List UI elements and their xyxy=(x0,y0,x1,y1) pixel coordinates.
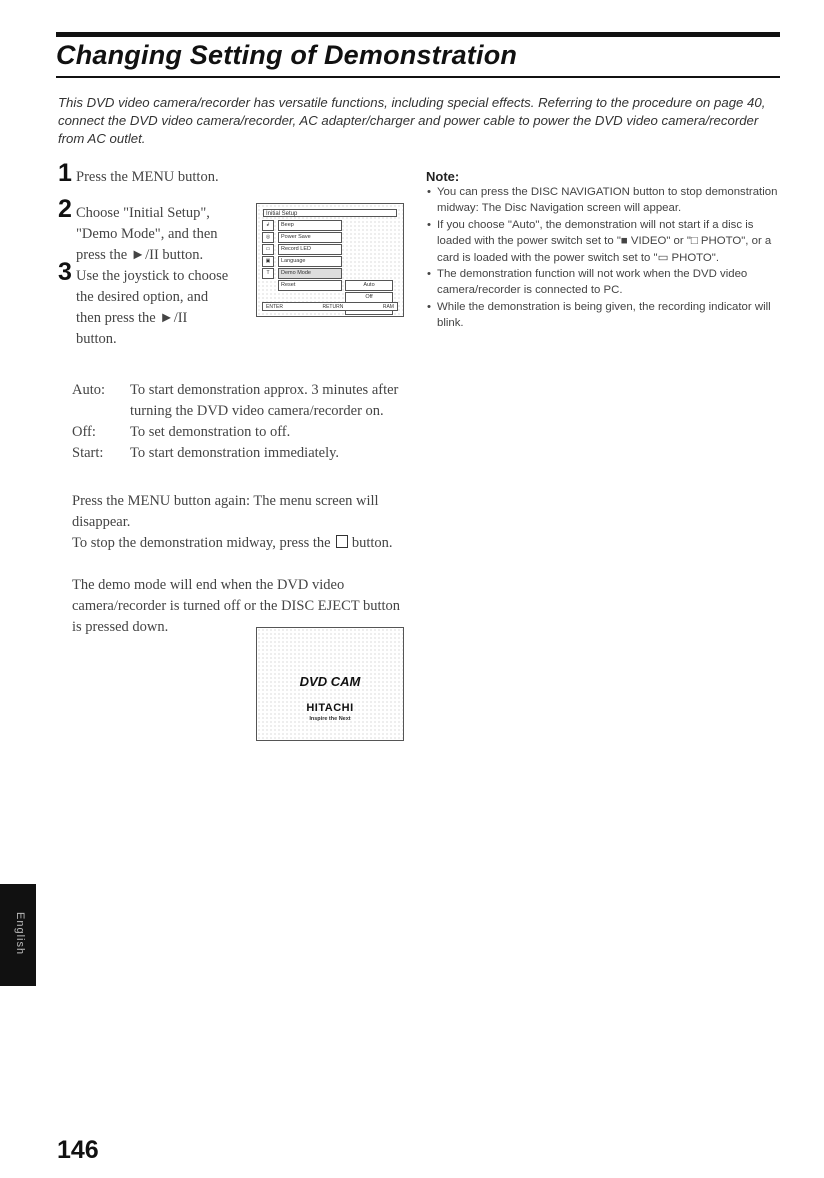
menu-again-text: Press the MENU button again: The menu screen will disappear. xyxy=(72,493,379,530)
menu-item: Power Save xyxy=(278,232,342,243)
option-value: To start demonstration immediately. xyxy=(130,445,340,461)
demo-screen-figure xyxy=(256,627,404,741)
step-line: the desired option, and xyxy=(76,289,209,305)
stop-text-before: To stop the demonstration midway, press the xyxy=(72,535,331,551)
menu-item: Reset xyxy=(278,280,342,291)
stop-text xyxy=(72,533,412,554)
menu-tab-icon: T xyxy=(262,268,274,279)
note-heading: Note: xyxy=(426,169,460,184)
menu-title: Initial Setup xyxy=(263,209,397,217)
option-value: To set demonstration to off. xyxy=(130,424,291,440)
step-line: "Demo Mode", and then xyxy=(76,226,218,242)
hitachi-logo: HITACHI xyxy=(306,702,354,714)
option-key: Auto: xyxy=(72,382,106,398)
option-row xyxy=(72,380,400,422)
intro-text: This DVD video camera/recorder has versatile functions, including special effects. Referring to the procedure on page 40, connect the DVD video camera/recorder, AC adapter/charger and power cable to power the DVD video camera/recorder from AC outlet. xyxy=(58,95,766,146)
option-value: To start demonstration approx. 3 minutes after turning the DVD video camera/recorder on. xyxy=(130,382,399,419)
submenu-item: Auto xyxy=(345,280,393,291)
menu-item-selected: Demo Mode xyxy=(278,268,342,279)
note-list xyxy=(426,184,788,332)
top-rule xyxy=(56,32,780,37)
footer-label: ENTER xyxy=(266,304,283,310)
menu-tab-icon: ↲ xyxy=(262,220,274,231)
option-row xyxy=(72,422,400,443)
menu-icon-column xyxy=(262,220,274,280)
end-mode-text: The demo mode will end when the DVD video camera/recorder is turned off or the DISC EJECT button is pressed down. xyxy=(72,577,401,635)
step-line: press the ►/II button. xyxy=(76,247,204,263)
note-item: • The demonstration function will not work when the DVD video camera/recorder is connected to PC. xyxy=(426,266,788,299)
step-3 xyxy=(58,258,229,350)
option-key: Start: xyxy=(72,445,104,461)
language-tab-label: English xyxy=(14,912,26,956)
stop-button-icon xyxy=(336,535,348,548)
note-item: • While the demonstration is being given, the recording indicator will blink. xyxy=(426,299,788,332)
step-number: 2 xyxy=(58,195,72,223)
stop-text-after: button. xyxy=(351,535,393,551)
dvdcam-logo: DVD CAM xyxy=(299,674,361,689)
menu-tab-icon: ◎ xyxy=(262,232,274,243)
step-line: Use the joystick to choose xyxy=(76,268,229,284)
step-1 xyxy=(58,159,219,188)
menu-item: Language xyxy=(278,256,342,267)
option-key: Off: xyxy=(72,424,96,440)
menu-item: Record LED xyxy=(278,244,342,255)
note-item: • If you choose "Auto", the demonstration will not start if a disc is loaded with the power switch set to "■ VIDEO" or "□ PHOTO", or a card is loaded with the power switch set to "▭ PHOTO". xyxy=(426,217,788,266)
menu-item: Beep xyxy=(278,220,342,231)
menu-screen-figure xyxy=(256,203,404,317)
step-line: Press the MENU button. xyxy=(76,169,219,185)
step-line: Choose "Initial Setup", xyxy=(76,205,210,221)
page-title: Changing Setting of Demonstration xyxy=(56,40,518,70)
option-list xyxy=(72,380,400,464)
page-number: 146 xyxy=(57,1136,99,1164)
menu-item-list xyxy=(278,220,342,292)
step-number: 1 xyxy=(58,159,72,187)
title-rule xyxy=(56,76,780,78)
step-line: then press the ►/II xyxy=(76,310,188,326)
brand-slogan: Inspire the Next xyxy=(309,716,351,722)
menu-footer xyxy=(262,302,398,311)
footer-label: RETURN xyxy=(322,304,344,310)
step-2 xyxy=(58,195,218,266)
footer-label: RAM xyxy=(382,304,394,310)
submenu-item: Off xyxy=(345,292,393,303)
menu-tab-icon: ▭ xyxy=(262,244,274,255)
note-item: • You can press the DISC NAVIGATION button to stop demonstration midway: The Disc Navigation screen will appear. xyxy=(426,184,788,217)
option-row xyxy=(72,443,400,464)
menu-tab-icon: ▣ xyxy=(262,256,274,267)
step-line: button. xyxy=(76,331,117,347)
step-number: 3 xyxy=(58,258,72,286)
